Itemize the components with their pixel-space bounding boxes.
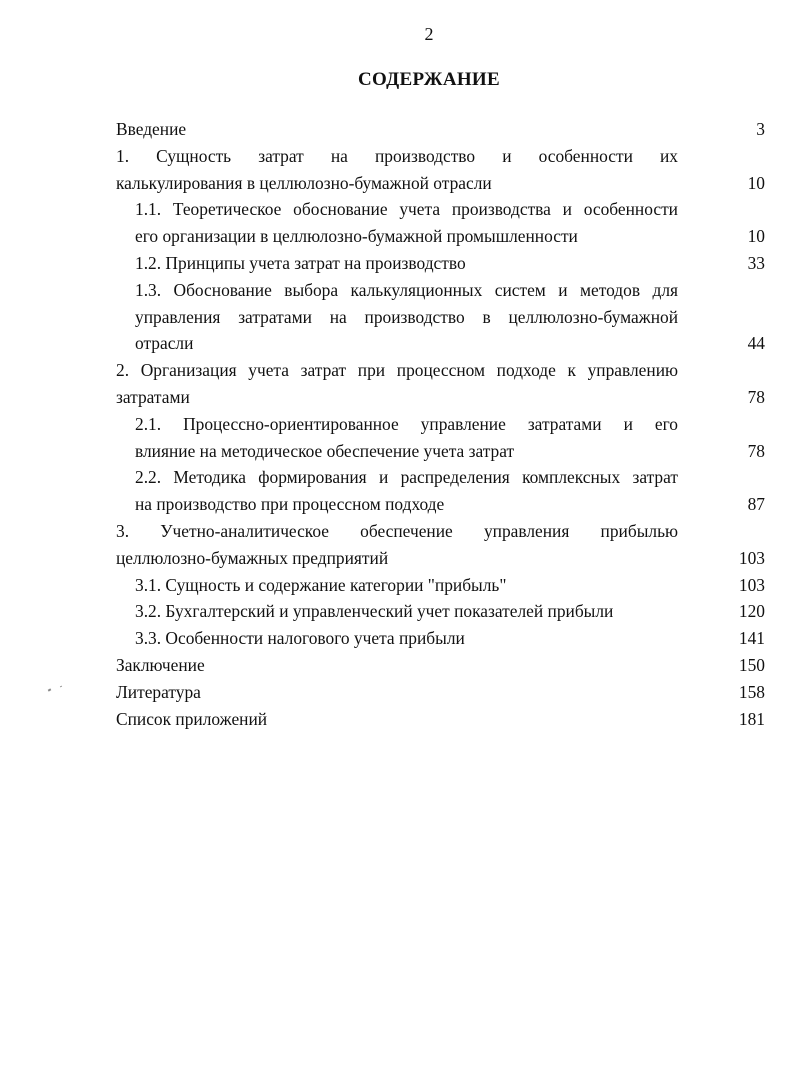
toc-entry-section-2-2-line-2 (116, 491, 765, 518)
toc-entry-page: 120 (738, 601, 765, 622)
toc-entry-title: 3.1. Сущность и содержание категории "прибыль" (135, 574, 507, 595)
toc-entry-section-3-1 (116, 572, 765, 599)
toc-entry-section-2-2-line-1 (116, 464, 765, 491)
table-of-contents (116, 116, 765, 732)
toc-entry-page: 181 (738, 708, 765, 729)
toc-entry-title: Введение (116, 119, 187, 139)
scan-speck-mark (48, 688, 52, 691)
toc-entry-title: 1.3. Обоснование выбора калькуляционных систем и методов для (135, 279, 678, 300)
toc-entry-page: 141 (738, 628, 765, 649)
toc-entry-title: 2.2. Методика формирования и распределения комплексных затрат (135, 467, 678, 488)
toc-entry-introduction (116, 116, 765, 143)
page-number: 2 (424, 24, 434, 44)
toc-entry-page: 103 (738, 547, 765, 568)
toc-entry-page: 10 (747, 226, 765, 247)
toc-entry-title: целлюлозно-бумажных предприятий (116, 547, 389, 568)
toc-entry-title: управления затратами на производство в целлюлозно-бумажной (135, 306, 678, 327)
toc-entry-section-2-1-line-1 (116, 411, 765, 438)
toc-entry-title: его организации в целлюлозно-бумажной промышленности (135, 226, 578, 247)
toc-entry-page: 78 (747, 386, 765, 407)
toc-entry-page: 10 (747, 172, 765, 193)
toc-entry-section-3-3 (116, 625, 765, 652)
toc-entry-chapter-3-line-1 (116, 518, 765, 545)
toc-entry-conclusion (116, 652, 765, 679)
toc-entry-title: 1. Сущность затрат на производство и особенности их (116, 145, 678, 166)
toc-entry-literature (116, 679, 765, 706)
toc-entry-title: Список приложений (116, 708, 268, 729)
toc-entry-page: 44 (747, 333, 765, 354)
toc-entry-title: 2. Организация учета затрат при процессном подходе к управлению (116, 360, 678, 381)
toc-entry-page: 33 (747, 252, 765, 273)
toc-entry-page: 150 (738, 654, 765, 675)
toc-entry-title: Литература (116, 681, 201, 702)
toc-entry-page: 78 (747, 440, 765, 461)
toc-entry-title: 3.3. Особенности налогового учета прибыли (135, 628, 465, 649)
toc-entry-title: отрасли (135, 333, 194, 354)
toc-entry-title: Заключение (116, 654, 205, 675)
toc-entry-section-1-1-line-1 (116, 196, 765, 223)
toc-entry-chapter-1-line-1 (116, 143, 765, 170)
toc-entry-section-1-3-line-1 (116, 277, 765, 304)
toc-entry-title: затратами (116, 386, 190, 407)
toc-entry-chapter-3-line-2 (116, 545, 765, 572)
toc-entry-title: 1.1. Теоретическое обоснование учета производства и особенности (135, 199, 678, 220)
toc-entry-section-1-1-line-2 (116, 223, 765, 250)
toc-entry-section-2-1-line-2 (116, 438, 765, 465)
toc-entry-page: 3 (756, 119, 765, 139)
toc-entry-chapter-2-line-1 (116, 357, 765, 384)
toc-entry-title: на производство при процессном подходе (135, 494, 445, 515)
toc-entry-section-1-3-line-2 (116, 304, 765, 331)
toc-entry-section-1-3-line-3 (116, 330, 765, 357)
toc-entry-page: 103 (738, 574, 765, 595)
page-title: СОДЕРЖАНИЕ (358, 69, 500, 90)
scan-speck-mark (60, 686, 62, 688)
toc-entry-section-1-2 (116, 250, 765, 277)
toc-entry-chapter-1-line-2 (116, 170, 765, 197)
toc-entry-title: калькулирования в целлюлозно-бумажной отрасли (116, 172, 492, 193)
toc-entry-section-3-2 (116, 598, 765, 625)
toc-entry-title: 1.2. Принципы учета затрат на производство (135, 252, 466, 273)
toc-entry-title: 2.1. Процессно-ориентированное управление затратами и его (135, 413, 678, 434)
toc-entry-appendices (116, 706, 765, 733)
toc-entry-chapter-2-line-2 (116, 384, 765, 411)
toc-entry-title: влияние на методическое обеспечение учета затрат (135, 440, 515, 461)
toc-entry-page: 158 (738, 681, 765, 702)
toc-entry-page: 87 (747, 494, 765, 515)
toc-entry-title: 3.2. Бухгалтерский и управленческий учет показателей прибыли (135, 601, 614, 622)
toc-entry-title: 3. Учетно-аналитическое обеспечение управления прибылью (116, 520, 678, 541)
